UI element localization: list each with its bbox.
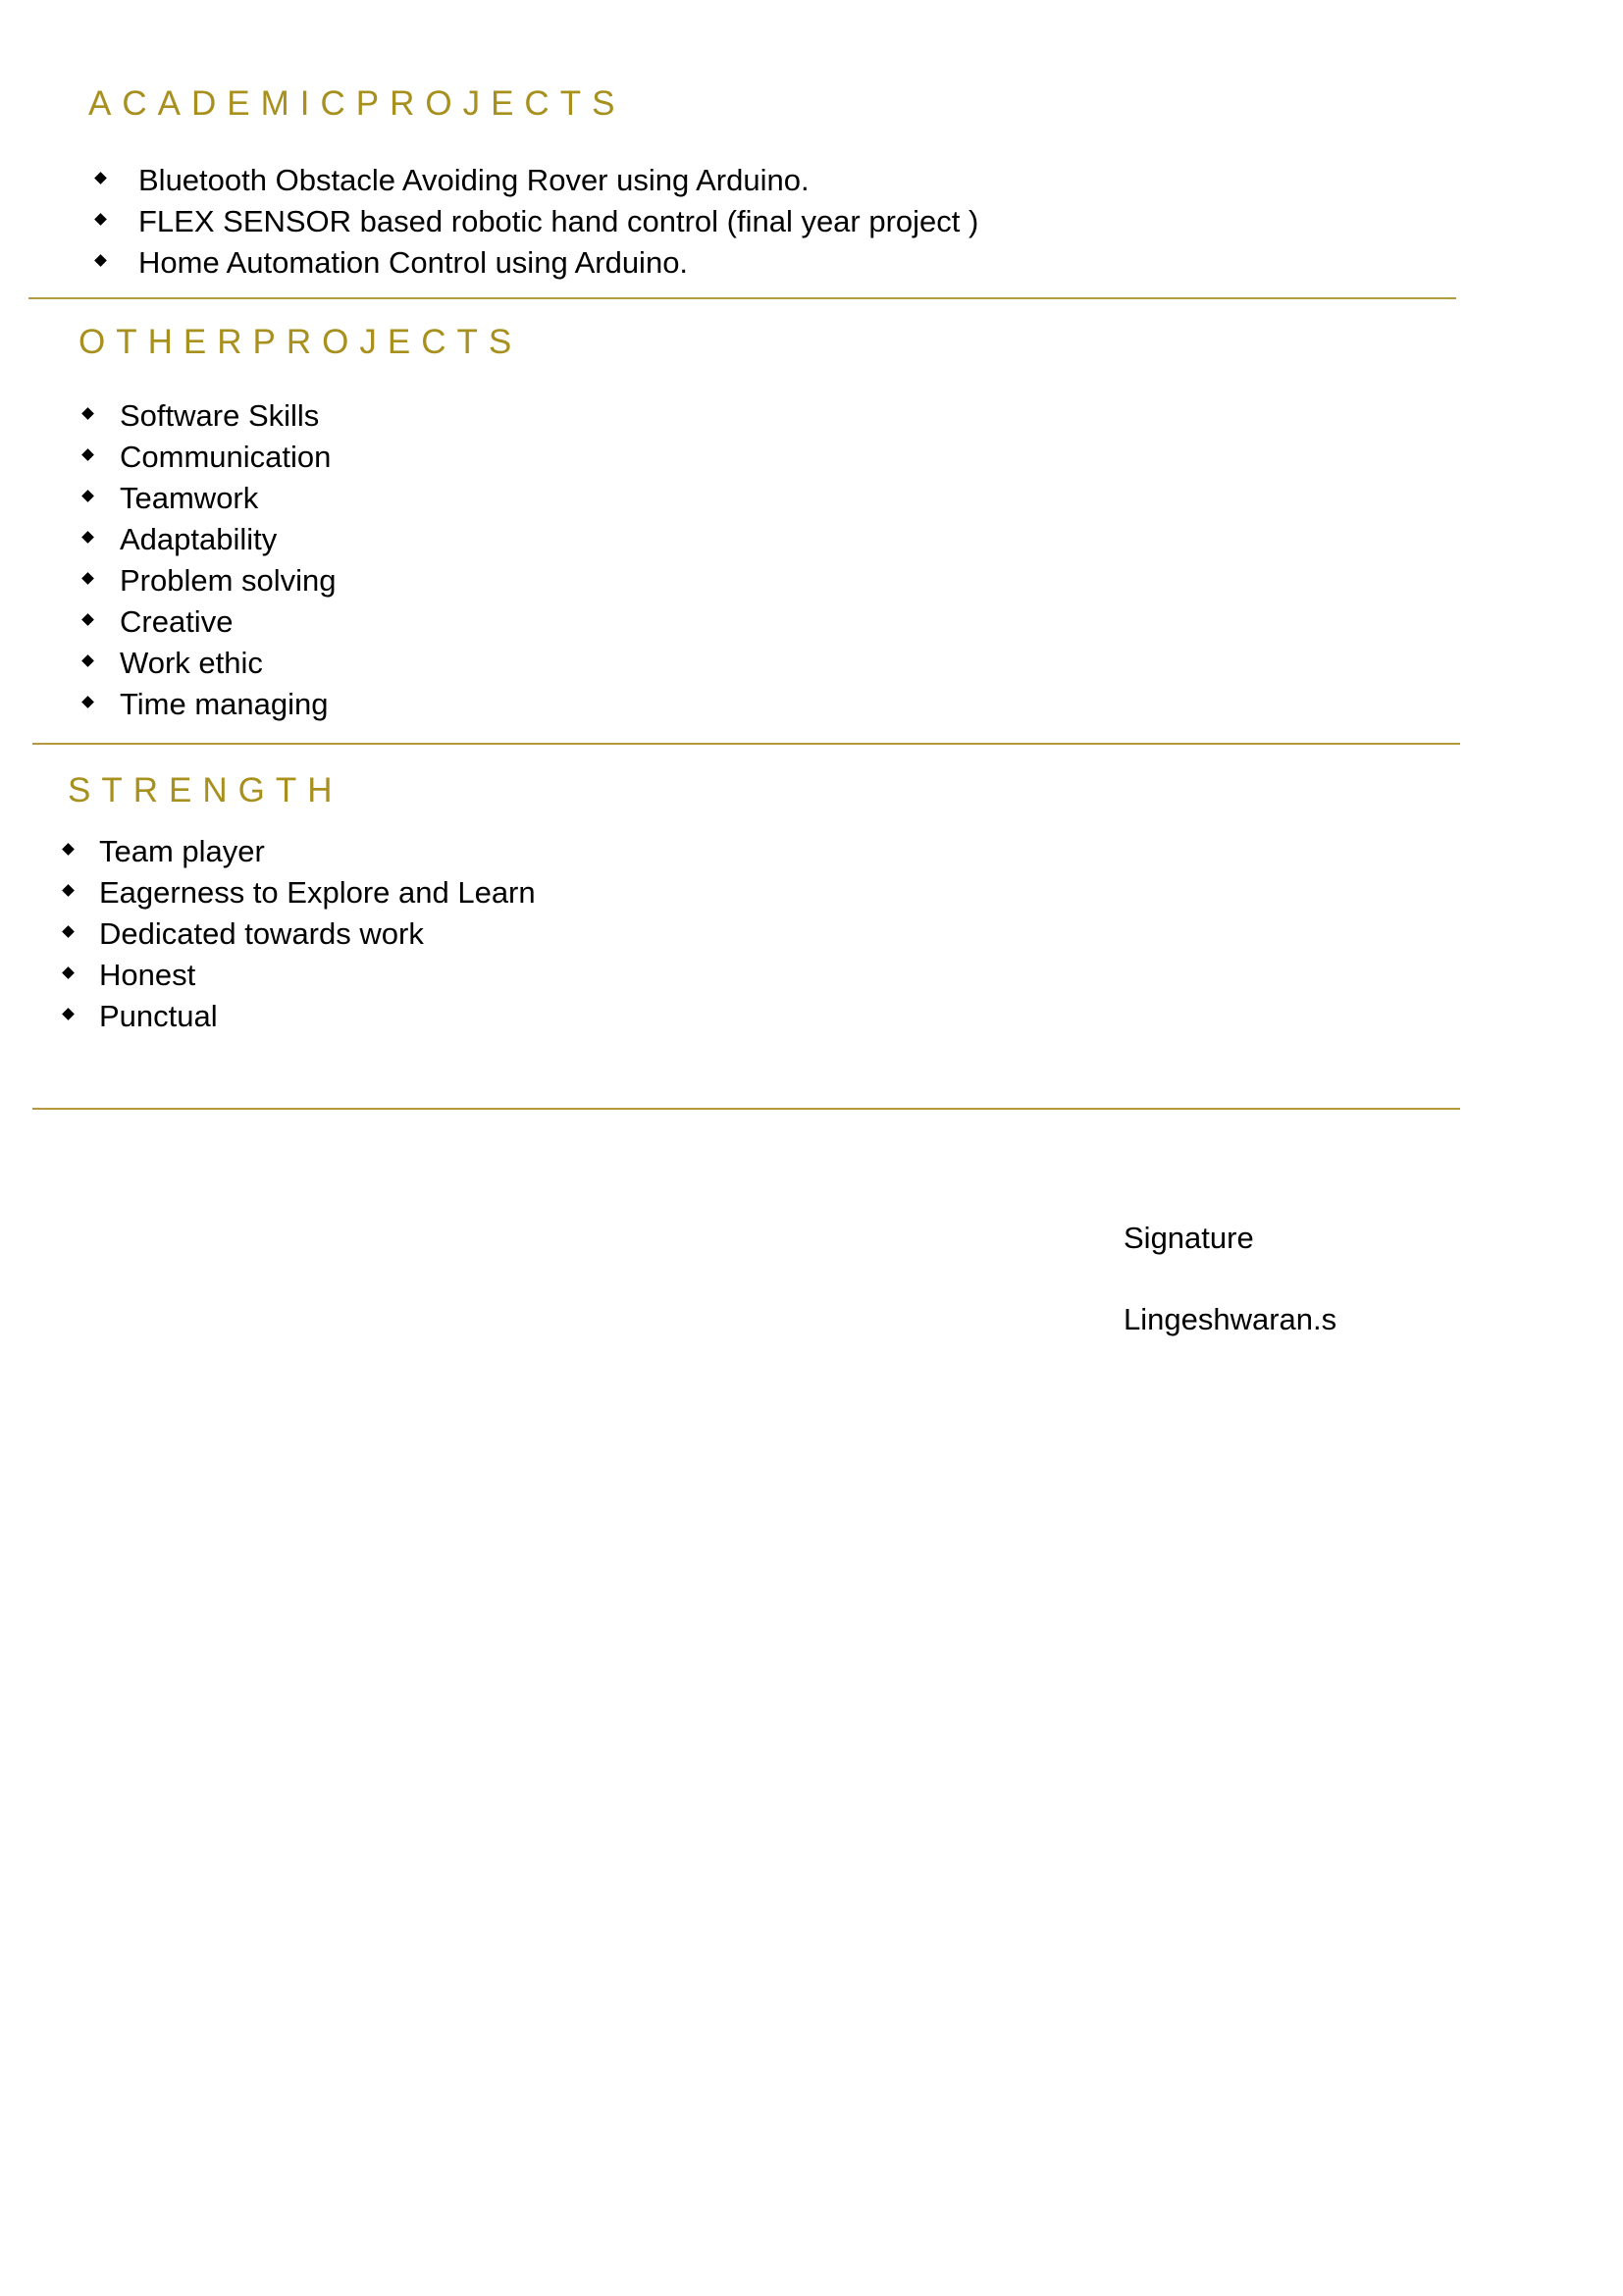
signature-name: Lingeshwaran.s <box>1124 1302 1337 1336</box>
list-item-text: FLEX SENSOR based robotic hand control (final year project ) <box>138 204 979 238</box>
bullet-icon <box>81 490 94 502</box>
strength-heading: STRENGTH <box>68 771 343 809</box>
bullet-icon <box>81 696 94 708</box>
list-item <box>83 601 337 643</box>
list-item-text: Creative <box>120 604 234 639</box>
section-divider <box>28 297 1456 299</box>
list-item <box>96 160 978 201</box>
list-item <box>83 684 337 725</box>
list-item-text: Software Skills <box>120 398 320 433</box>
academic-projects-list <box>96 160 978 284</box>
bullet-icon <box>81 448 94 461</box>
list-item-text: Bluetooth Obstacle Avoiding Rover using Arduino. <box>138 163 810 197</box>
list-item-text: Communication <box>120 440 332 474</box>
bullet-icon <box>62 843 75 856</box>
list-item <box>96 242 978 284</box>
strength-list <box>64 831 536 1037</box>
list-item <box>83 519 337 560</box>
bullet-icon <box>62 884 75 897</box>
list-item-text: Honest <box>99 958 196 992</box>
list-item-text: Dedicated towards work <box>99 916 424 951</box>
list-item <box>64 996 536 1037</box>
list-item <box>83 478 337 519</box>
list-item-text: Problem solving <box>120 563 337 598</box>
list-item-text: Time managing <box>120 687 329 721</box>
list-item-text: Home Automation Control using Arduino. <box>138 245 689 280</box>
list-item <box>96 201 978 242</box>
list-item-text: Punctual <box>99 999 218 1033</box>
bullet-icon <box>81 531 94 544</box>
bullet-icon <box>81 613 94 626</box>
list-item <box>64 872 536 913</box>
list-item <box>64 955 536 996</box>
list-item <box>83 560 337 601</box>
section-divider <box>32 743 1460 745</box>
list-item <box>83 643 337 684</box>
list-item-text: Eagerness to Explore and Learn <box>99 875 536 910</box>
list-item <box>83 395 337 437</box>
bullet-icon <box>94 172 107 184</box>
bullet-icon <box>81 572 94 585</box>
bullet-icon <box>62 1008 75 1020</box>
list-item <box>64 831 536 872</box>
list-item-text: Work ethic <box>120 646 263 680</box>
signature-label: Signature <box>1124 1221 1254 1255</box>
bullet-icon <box>94 213 107 226</box>
bullet-icon <box>62 966 75 979</box>
other-projects-heading: OTHERPROJECTS <box>79 323 523 361</box>
list-item-text: Teamwork <box>120 481 259 515</box>
list-item-text: Adaptability <box>120 522 278 556</box>
bullet-icon <box>81 407 94 420</box>
list-item-text: Team player <box>99 834 265 868</box>
bullet-icon <box>81 654 94 667</box>
list-item <box>64 913 536 955</box>
list-item <box>83 437 337 478</box>
bullet-icon <box>62 925 75 938</box>
academic-projects-heading: ACADEMICPROJECTS <box>88 84 626 123</box>
section-divider <box>32 1108 1460 1110</box>
other-projects-list <box>83 395 337 725</box>
bullet-icon <box>94 254 107 267</box>
